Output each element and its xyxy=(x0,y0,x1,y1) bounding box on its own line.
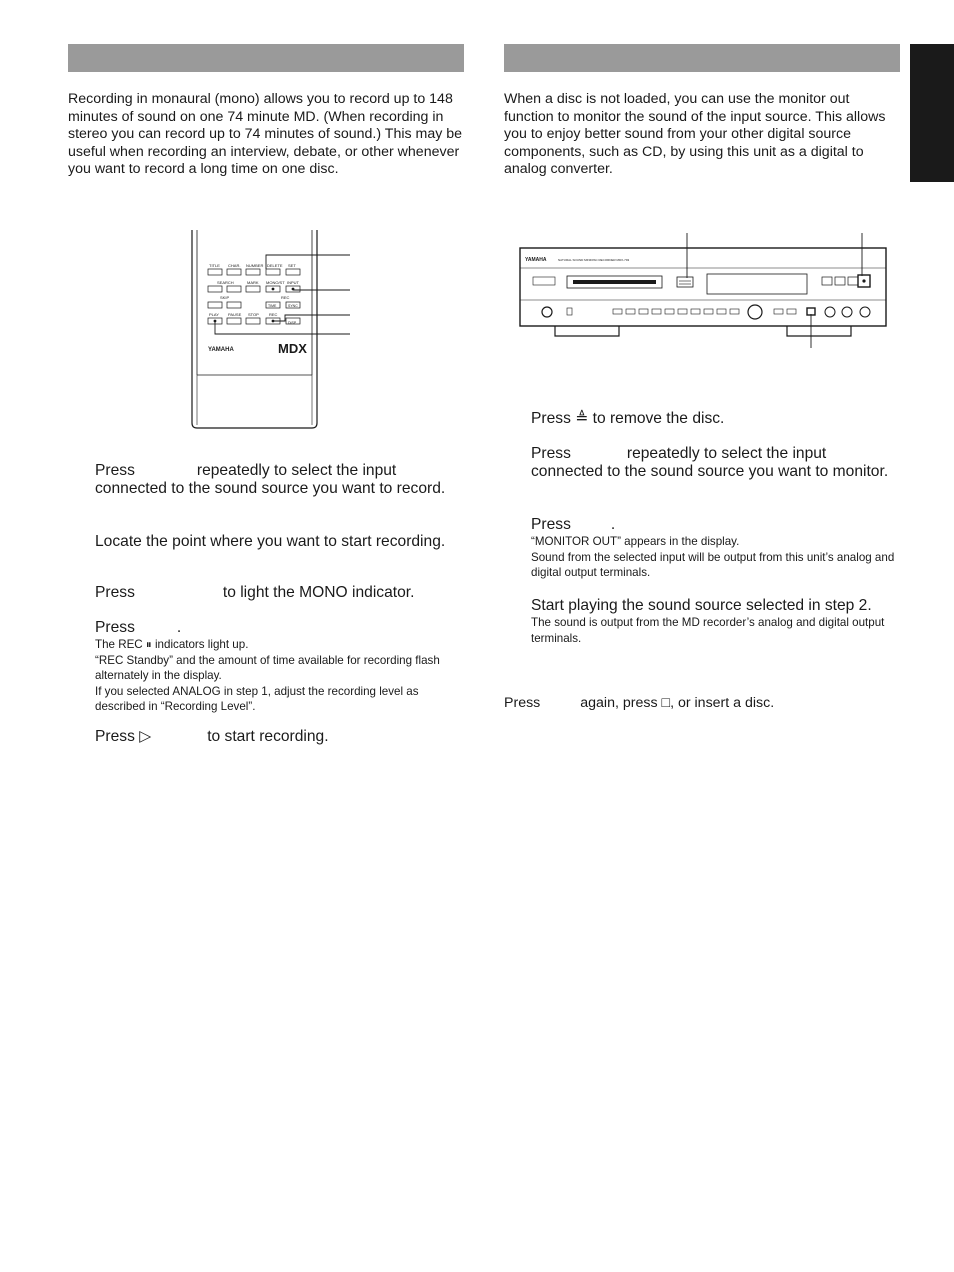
remote-label-skip: SKIP xyxy=(220,295,230,300)
remote-btn-stop: STOP xyxy=(248,312,259,317)
cancel-instruction xyxy=(504,695,900,713)
play-icon: ▷ xyxy=(139,728,152,745)
cancel-rest: , or insert a disc. xyxy=(670,695,775,711)
note-analog-level: If you selected ANALOG in step 1, adjust the recording level as described in “Recording Level”. xyxy=(95,684,419,714)
remote-control-illustration xyxy=(180,225,370,435)
right-step-4: Start playing the sound source selected in step 2. xyxy=(531,597,872,614)
left-step-5-text: to start recording. xyxy=(207,728,329,745)
right-step-3-press: Press xyxy=(531,516,571,533)
note-rec-standby: “REC Standby” and the amount of time available for recording flash alternately in the display. xyxy=(95,653,440,683)
note-rec-indicator: The REC ⏸ indicators light up. xyxy=(95,638,249,651)
remote-btn-title: TITLE xyxy=(209,263,220,268)
remote-btn-time: TIME xyxy=(268,304,277,308)
right-step-2 xyxy=(531,445,901,480)
left-step-5 xyxy=(95,728,465,746)
left-intro-text: Recording in monaural (mono) allows you to record up to 148 minutes of sound on one 74 minute MD. (When recording in stereo you can record up to 74 minutes of sound.) This may be useful when recording an interview, debate, or other whenever you want to record a long time on one disc. xyxy=(68,91,463,178)
right-step-1-text: to remove the disc. xyxy=(592,410,725,427)
left-step-3-press: Press xyxy=(95,584,135,601)
left-step-1 xyxy=(95,462,465,497)
device-brand-logo: YAMAHA xyxy=(525,257,547,263)
right-step-4-notes xyxy=(531,615,903,646)
left-step-4-press: Press xyxy=(95,619,135,636)
remote-btn-sync: SYNC xyxy=(288,304,298,308)
rec-pause-icon: ⏸ xyxy=(145,638,152,651)
cancel-mid: again, press xyxy=(580,695,658,711)
remote-btn-rec: REC xyxy=(269,312,278,317)
language-side-tab xyxy=(910,44,954,182)
remote-btn-input: INPUT xyxy=(287,280,299,285)
remote-btn-number: NUMBER xyxy=(246,263,264,268)
device-model-line: NATURAL SOUND MINIDISC RECORDER MDX-793 xyxy=(558,258,630,262)
right-intro-text: When a disc is not loaded, you can use the monitor out function to monitor the sound of the input source. This allows you to enjoy better sound from your other digital source components, such as CD, by using this unit as a digital to analog converter. xyxy=(504,91,886,178)
remote-btn-char: CHAR. xyxy=(228,263,241,268)
left-step-3 xyxy=(95,584,465,602)
note-monitor-out: “MONITOR OUT” appears in the display. xyxy=(531,535,740,548)
remote-brand-logo: YAMAHA xyxy=(208,347,234,353)
left-step-4 xyxy=(95,619,465,637)
left-step-1-text: repeatedly to select the input connected to the sound source you want to record. xyxy=(95,462,446,497)
right-step-3 xyxy=(531,516,901,534)
remote-btn-play: PLAY xyxy=(209,312,219,317)
note-sound-output: Sound from the selected input will be output from this unit’s analog and digital output terminals. xyxy=(531,550,895,580)
remote-model-logo: MDX xyxy=(278,341,307,356)
left-step-4-text: . xyxy=(176,619,182,636)
left-step-1-press: Press xyxy=(95,462,135,479)
section-header-right xyxy=(504,44,900,72)
note-terminals: The sound is output from the MD recorder’s analog and digital output terminals. xyxy=(531,616,885,645)
right-step-1-press: Press xyxy=(531,410,571,427)
right-step-2-press: Press xyxy=(531,445,571,462)
remote-btn-disp: DISP xyxy=(288,321,297,325)
right-step-3-notes xyxy=(531,534,903,581)
left-step-4-notes xyxy=(95,637,467,715)
left-step-5-press: Press xyxy=(95,728,135,745)
cancel-press: Press xyxy=(504,695,541,711)
remote-label-rec: REC xyxy=(281,295,290,300)
right-step-1 xyxy=(531,410,901,428)
remote-btn-mono-st: MONO/ST xyxy=(266,280,285,285)
remote-btn-set: SET xyxy=(288,263,296,268)
right-step-2-text: repeatedly to select the input connected to the sound source you want to monitor. xyxy=(531,445,889,480)
eject-icon: ≜ xyxy=(575,410,589,427)
stop-icon: □ xyxy=(661,695,671,711)
remote-btn-pause: PAUSE xyxy=(228,312,242,317)
left-step-3-text: to light the MONO indicator. xyxy=(222,584,415,601)
remote-btn-delete: DELETE xyxy=(267,263,283,268)
section-header-left xyxy=(68,44,464,72)
remote-btn-mark: MARK xyxy=(247,280,259,285)
left-step-2: Locate the point where you want to start recording. xyxy=(95,533,446,550)
remote-btn-search: SEARCH xyxy=(217,280,234,285)
front-panel-illustration xyxy=(515,228,895,353)
right-step-3-text: . xyxy=(610,516,616,533)
